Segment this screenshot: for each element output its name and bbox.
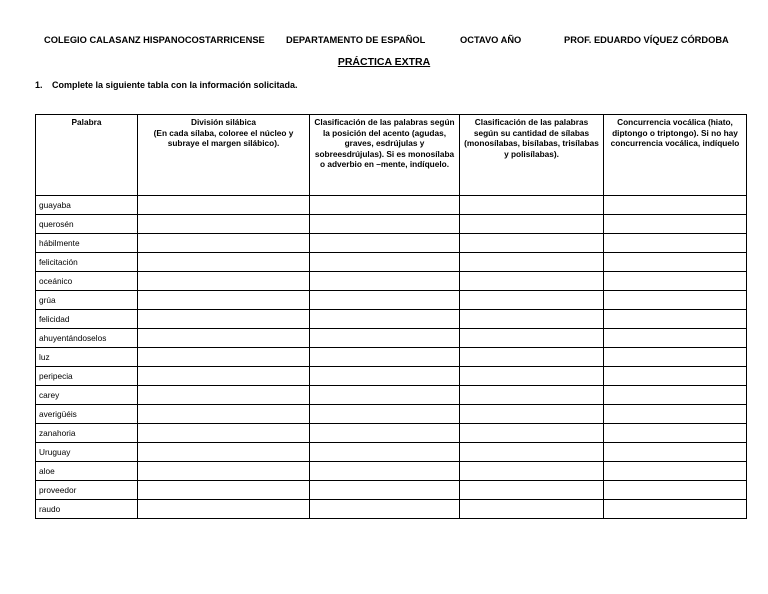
column-header-syllable-division-text: División silábica (En cada sílaba, coloree el núcleo y subraye el margen silábico). bbox=[153, 117, 294, 149]
table-row bbox=[36, 329, 747, 348]
vowel-concurrence-cell[interactable] bbox=[604, 234, 747, 253]
vowel-concurrence-cell[interactable] bbox=[604, 405, 747, 424]
table-row bbox=[36, 367, 747, 386]
word-cell: carey bbox=[36, 386, 138, 405]
table-row bbox=[36, 310, 747, 329]
accent-classification-cell[interactable] bbox=[310, 215, 460, 234]
school-name: COLEGIO CALASANZ HISPANOCOSTARRICENSE bbox=[44, 35, 265, 45]
accent-classification-cell[interactable] bbox=[310, 367, 460, 386]
word-cell: averigüéis bbox=[36, 405, 138, 424]
accent-classification-cell[interactable] bbox=[310, 310, 460, 329]
document-title: PRÁCTICA EXTRA bbox=[337, 56, 431, 68]
word-cell: querosén bbox=[36, 215, 138, 234]
word-cell: felicidad bbox=[36, 310, 138, 329]
teacher-name: PROF. EDUARDO VÍQUEZ CÓRDOBA bbox=[564, 35, 729, 45]
syllable-division-cell[interactable] bbox=[138, 405, 310, 424]
syllable-division-cell[interactable] bbox=[138, 500, 310, 519]
table-row bbox=[36, 481, 747, 500]
word-cell: proveedor bbox=[36, 481, 138, 500]
table-row bbox=[36, 348, 747, 367]
vowel-concurrence-cell[interactable] bbox=[604, 424, 747, 443]
vowel-concurrence-cell[interactable] bbox=[604, 291, 747, 310]
accent-classification-cell[interactable] bbox=[310, 329, 460, 348]
syllable-count-cell[interactable] bbox=[460, 253, 604, 272]
table-header-row bbox=[36, 115, 747, 196]
word-cell: peripecia bbox=[36, 367, 138, 386]
syllable-division-cell[interactable] bbox=[138, 310, 310, 329]
vowel-concurrence-cell[interactable] bbox=[604, 443, 747, 462]
column-header-syllable-count: Clasificación de las palabras según su cantidad de sílabas (monosílabas, bisílabas, trisílabas y polisílabas). bbox=[460, 115, 604, 196]
word-cell: luz bbox=[36, 348, 138, 367]
column-header-vowel-concurrence: Concurrencia vocálica (hiato, diptongo o triptongo). Si no hay concurrencia vocálica, indíquelo bbox=[604, 115, 747, 196]
table-row bbox=[36, 234, 747, 253]
column-header-syllable-division bbox=[138, 115, 310, 196]
table-row bbox=[36, 215, 747, 234]
syllable-count-cell[interactable] bbox=[460, 500, 604, 519]
column-header-accent-classification: Clasificación de las palabras según la posición del acento (agudas, graves, esdrújulas y sobreesdrújulas). Si es monosílaba o adverbio en –mente, indíquelo. bbox=[310, 115, 460, 196]
accent-classification-cell[interactable] bbox=[310, 481, 460, 500]
syllable-count-cell[interactable] bbox=[460, 405, 604, 424]
syllable-division-cell[interactable] bbox=[138, 234, 310, 253]
word-cell: Uruguay bbox=[36, 443, 138, 462]
word-cell: felicitación bbox=[36, 253, 138, 272]
table-row bbox=[36, 462, 747, 481]
syllable-count-cell[interactable] bbox=[460, 367, 604, 386]
accent-classification-cell[interactable] bbox=[310, 348, 460, 367]
column-header-word: Palabra bbox=[36, 115, 138, 196]
instruction bbox=[35, 80, 298, 90]
vowel-concurrence-cell[interactable] bbox=[604, 329, 747, 348]
accent-classification-cell[interactable] bbox=[310, 272, 460, 291]
vowel-concurrence-cell[interactable] bbox=[604, 196, 747, 215]
syllable-division-cell[interactable] bbox=[138, 215, 310, 234]
accent-classification-cell[interactable] bbox=[310, 386, 460, 405]
syllable-division-cell[interactable] bbox=[138, 424, 310, 443]
syllable-count-cell[interactable] bbox=[460, 462, 604, 481]
vowel-concurrence-cell[interactable] bbox=[604, 367, 747, 386]
table-row bbox=[36, 196, 747, 215]
grade-level: OCTAVO AÑO bbox=[460, 35, 522, 45]
vowel-concurrence-cell[interactable] bbox=[604, 310, 747, 329]
syllable-count-cell[interactable] bbox=[460, 310, 604, 329]
syllable-count-cell[interactable] bbox=[460, 424, 604, 443]
word-cell: raudo bbox=[36, 500, 138, 519]
table-row bbox=[36, 500, 747, 519]
table-row bbox=[36, 253, 747, 272]
syllable-division-cell[interactable] bbox=[138, 348, 310, 367]
syllable-division-cell[interactable] bbox=[138, 291, 310, 310]
table-body bbox=[36, 196, 747, 519]
syllable-division-cell[interactable] bbox=[138, 272, 310, 291]
syllable-count-cell[interactable] bbox=[460, 386, 604, 405]
instruction-text: Complete la siguiente tabla con la información solicitada. bbox=[52, 80, 298, 90]
word-cell: aloe bbox=[36, 462, 138, 481]
vowel-concurrence-cell[interactable] bbox=[604, 500, 747, 519]
syllable-division-cell[interactable] bbox=[138, 462, 310, 481]
syllable-division-cell[interactable] bbox=[138, 196, 310, 215]
department-name: DEPARTAMENTO DE ESPAÑOL bbox=[286, 35, 426, 45]
accent-classification-cell[interactable] bbox=[310, 234, 460, 253]
syllable-count-cell[interactable] bbox=[460, 481, 604, 500]
syllable-division-cell[interactable] bbox=[138, 253, 310, 272]
accent-classification-cell[interactable] bbox=[310, 424, 460, 443]
word-cell: zanahoria bbox=[36, 424, 138, 443]
table-row bbox=[36, 272, 747, 291]
vowel-concurrence-cell[interactable] bbox=[604, 462, 747, 481]
vowel-concurrence-cell[interactable] bbox=[604, 215, 747, 234]
vowel-concurrence-cell[interactable] bbox=[604, 348, 747, 367]
vowel-concurrence-cell[interactable] bbox=[604, 253, 747, 272]
instruction-number: 1. bbox=[35, 80, 43, 90]
syllable-count-cell[interactable] bbox=[460, 291, 604, 310]
syllable-division-cell[interactable] bbox=[138, 329, 310, 348]
accent-classification-cell[interactable] bbox=[310, 291, 460, 310]
syllable-count-cell[interactable] bbox=[460, 215, 604, 234]
word-cell: guayaba bbox=[36, 196, 138, 215]
document-header bbox=[40, 35, 740, 49]
accent-classification-cell[interactable] bbox=[310, 253, 460, 272]
syllable-count-cell[interactable] bbox=[460, 348, 604, 367]
syllable-count-cell[interactable] bbox=[460, 443, 604, 462]
syllable-count-cell[interactable] bbox=[460, 196, 604, 215]
syllable-count-cell[interactable] bbox=[460, 234, 604, 253]
exercise-table bbox=[35, 114, 747, 519]
word-cell: ahuyentándoselos bbox=[36, 329, 138, 348]
vowel-concurrence-cell[interactable] bbox=[604, 386, 747, 405]
syllable-count-cell[interactable] bbox=[460, 329, 604, 348]
accent-classification-cell[interactable] bbox=[310, 196, 460, 215]
word-cell: hábilmente bbox=[36, 234, 138, 253]
accent-classification-cell[interactable] bbox=[310, 462, 460, 481]
syllable-division-cell[interactable] bbox=[138, 367, 310, 386]
table-row bbox=[36, 386, 747, 405]
syllable-division-cell[interactable] bbox=[138, 481, 310, 500]
syllable-division-cell[interactable] bbox=[138, 443, 310, 462]
table-row bbox=[36, 291, 747, 310]
table-row bbox=[36, 443, 747, 462]
syllable-division-cell[interactable] bbox=[138, 386, 310, 405]
accent-classification-cell[interactable] bbox=[310, 500, 460, 519]
syllable-count-cell[interactable] bbox=[460, 272, 604, 291]
accent-classification-cell[interactable] bbox=[310, 405, 460, 424]
vowel-concurrence-cell[interactable] bbox=[604, 481, 747, 500]
table-row bbox=[36, 424, 747, 443]
table-row bbox=[36, 405, 747, 424]
vowel-concurrence-cell[interactable] bbox=[604, 272, 747, 291]
word-cell: oceánico bbox=[36, 272, 138, 291]
accent-classification-cell[interactable] bbox=[310, 443, 460, 462]
word-cell: grúa bbox=[36, 291, 138, 310]
